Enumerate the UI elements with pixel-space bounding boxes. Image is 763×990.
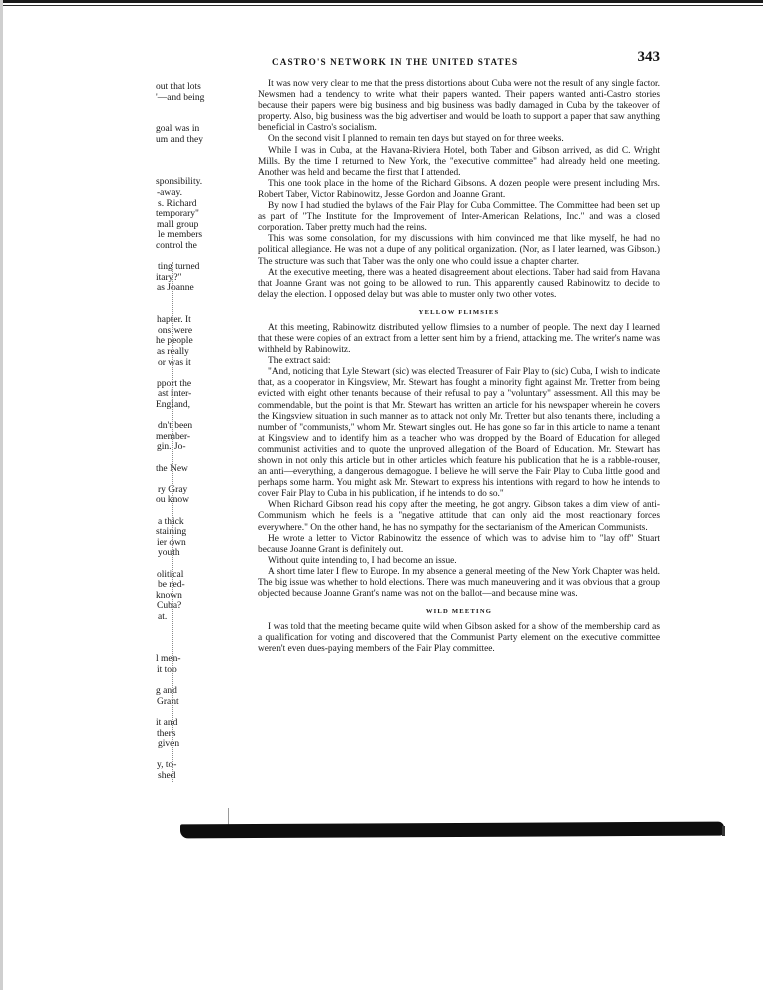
fragment-line: temporary" [156, 209, 199, 220]
fragment-line: mall group [157, 219, 199, 230]
fragment-line: it and [156, 718, 178, 728]
paragraph: At the executive meeting, there was a heated disagreement about elections. Taber had said from Havana that Joanne Grant was not going to be allowed to run. This apparently caused Rabinowitz to decide to delay the election. I opposed delay but was able to muster only two other votes. [258, 267, 660, 300]
fragment-line: known [156, 590, 182, 601]
fragment-line: itary?" [156, 272, 182, 283]
fragment-line: out that lots [156, 82, 201, 92]
fragment-line: ry Gray [158, 484, 188, 495]
fragment-line: Grant [157, 696, 179, 707]
fragment-line: given [158, 739, 180, 750]
fragment-line: y, to- [157, 760, 177, 771]
paragraph: It was now very clear to me that the press distortions about Cuba were not the result of any single factor. Newsmen had a tendency to write what their papers wanted. Their papers wanted anti-Castro stories because their papers were big business and big business was badly damaged in Cuba by the takeover of property. Also, big business was the big advertiser and would be loath to support a paper that saw anything beneficial in Castro's socialism. [258, 79, 660, 134]
fragment-line: -away. [157, 188, 182, 198]
paragraph: On the second visit I planned to remain ten days but stayed on for three weeks. [268, 134, 564, 145]
fragment-line: youth [158, 548, 180, 559]
previous-page-column-fragments [156, 82, 222, 782]
fragment-line: it too [157, 665, 177, 675]
fragment-line: a thick [158, 516, 184, 527]
scan-bottom-shadow [180, 822, 724, 839]
fragment-line: the New [156, 463, 188, 474]
fragment-line: g and [156, 686, 177, 697]
fragment-line: gin. Jo- [157, 442, 186, 453]
section-wild-meeting [258, 608, 660, 655]
section-heading: WILD MEETING [425, 608, 493, 616]
paragraph: This one took place in the home of the Richard Gibsons. A dozen people were present including Mrs. Robert Taber, Victor Rabinowitz, Jesse Gordon and Joanne Grant. [258, 178, 660, 200]
paragraph: At this meeting, Rabinowitz distributed yellow flimsies to a number of people. The next day I learned that these were copies of an extract from a letter sent him by a friend, attacking me. The writer's name was withheld by Rabinowitz. [258, 322, 660, 356]
fragment-line: thers [157, 728, 176, 739]
section-intro [258, 79, 660, 301]
page-number: 343 [637, 49, 660, 65]
binding-gutter-line [172, 262, 174, 782]
fragment-line: shed [158, 771, 176, 781]
fragment-line: pport the [157, 378, 192, 389]
fragment-line: ier own [157, 537, 186, 548]
fragment-line: Cuba? [157, 601, 182, 612]
fragment-line: olitical [157, 569, 184, 580]
fragment-line: goal was in [156, 124, 200, 135]
fragment-line: he people [156, 336, 193, 347]
block-quote: "And, noticing that Lyle Stewart (sic) was elected Treasurer of Fair Play to (sic) Cuba, I wish to indicate that, as a cooperator in Kingsview, Mr. Stewart has fought a minority fight against Mr. Tretter from being evicted with eight other tenants because of their refusal to pay a "voluntary" assessment. All this may be commendable, but the point is that Mr. Stewart has written an article for his newspaper wherein he covers the Kingsview situation in such manner as to attack not only Mr. Tretter but also tenants there, including a number of "communists," whom Mr. Stewart singles out. He has gone so far in this article to name a tenant at Kingsview and to identify him as a teacher who was dropped by the Board of Education for alleged communist activities and to quote the unproved allegation of the Board of Education. Mr. Stewart has shown in not only this article but in other articles which feature his publication that he is a rabble-rouser, an anti—everything, a dangerous demagogue. I believe he will serve the Fair Play to Cuba little good and perhaps some harm. You might ask Mr. Stewart to express his intentions with regard to how he intends to cover Fair Play to Cuba in his publication, if he intends to do so." [258, 367, 660, 500]
fragment-line: dn't been [158, 421, 193, 432]
main-text-column [258, 79, 660, 656]
fragment-line: sponsibility. [156, 177, 203, 188]
fragment-line: ting turned [158, 262, 200, 273]
fragment-line: l men- [156, 654, 181, 665]
paragraph: This was some consolation, for my discussions with him convinced me that like myself, he had no political allegiance. He was not a dupe of any political organization. (Nor, as I later learned, was Gibson.) The structure was such that Taber was the only one who could issue a chapter charter. [258, 234, 660, 267]
scan-top-border [0, 0, 763, 10]
fragment-line: be red- [158, 580, 185, 591]
fragment-line: '—and being [156, 92, 205, 103]
scan-corner-mark [722, 826, 725, 836]
paragraph: When Richard Gibson read his copy after the meeting, he got angry. Gibson takes a dim view of anti-Communism which he feels is a "negative attitude that can only aid the most reactionary forces everywhere." On the other hand, he has no sympathy for the sectarianism of the American Communists. [258, 500, 660, 533]
fragment-line: as Joanne [157, 283, 194, 294]
section-yellow-flimsies [258, 309, 660, 600]
fragment-line: s. Richard [158, 198, 197, 209]
running-title: CASTRO'S NETWORK IN THE UNITED STATES [272, 57, 519, 67]
fragment-line: ou know [156, 495, 189, 506]
paragraph: By now I had studied the bylaws of the Fair Play for Cuba Committee. The Committee had been set up as part of "The Institute for the Improvement of Inter-American Relations, Inc." and was a closed corporation. Taber pretty much had the reins. [258, 201, 660, 234]
fragment-line: as really [157, 347, 189, 357]
page-header [254, 50, 660, 70]
fragment-line: staining [156, 527, 187, 538]
fragment-line: ons were [158, 325, 193, 336]
paragraph: He wrote a letter to Victor Rabinowitz the essence of which was to advise him to "lay off" Stuart because Joanne Grant is definitely out. [258, 533, 660, 555]
fragment-line: control the [156, 241, 197, 251]
scan-left-edge [0, 0, 3, 990]
fragment-line: um and they [156, 135, 203, 145]
paragraph: While I was in Cuba, at the Havana-Riviera Hotel, both Taber and Gibson arrived, as did C. Wright Mills. By the time I returned to New York, the "executive committee" had already held one meeting. Another was held and became the first that I attended. [258, 145, 660, 178]
fragment-line: le members [158, 230, 203, 241]
fragment-line: ast inter- [158, 389, 192, 400]
fragment-line: at. [158, 612, 168, 622]
fragment-line: hapter. It [157, 315, 191, 326]
fragment-line: England, [156, 400, 191, 410]
section-heading: YELLOW FLIMSIES [418, 308, 500, 316]
paragraph: A short time later I flew to Europe. In my absence a general meeting of the New York Chapter was held. The big issue was whether to hold elections. There was much maneuvering and it was obvious that a group objected because Joanne Grant's name was not on the ballot—and because mine was. [258, 566, 660, 600]
fragment-line: member- [156, 431, 191, 442]
paragraph: Without quite intending to, I had become an issue. [268, 555, 457, 566]
fragment-line: or was it [158, 357, 191, 368]
paragraph: The extract said: [268, 356, 331, 367]
paragraph: I was told that the meeting became quite wild when Gibson asked for a show of the membership card as a qualification for voting and discovered that the Communist Party element on the executive committee weren't even dues-paying members of the Fair Play committee. [258, 622, 660, 655]
